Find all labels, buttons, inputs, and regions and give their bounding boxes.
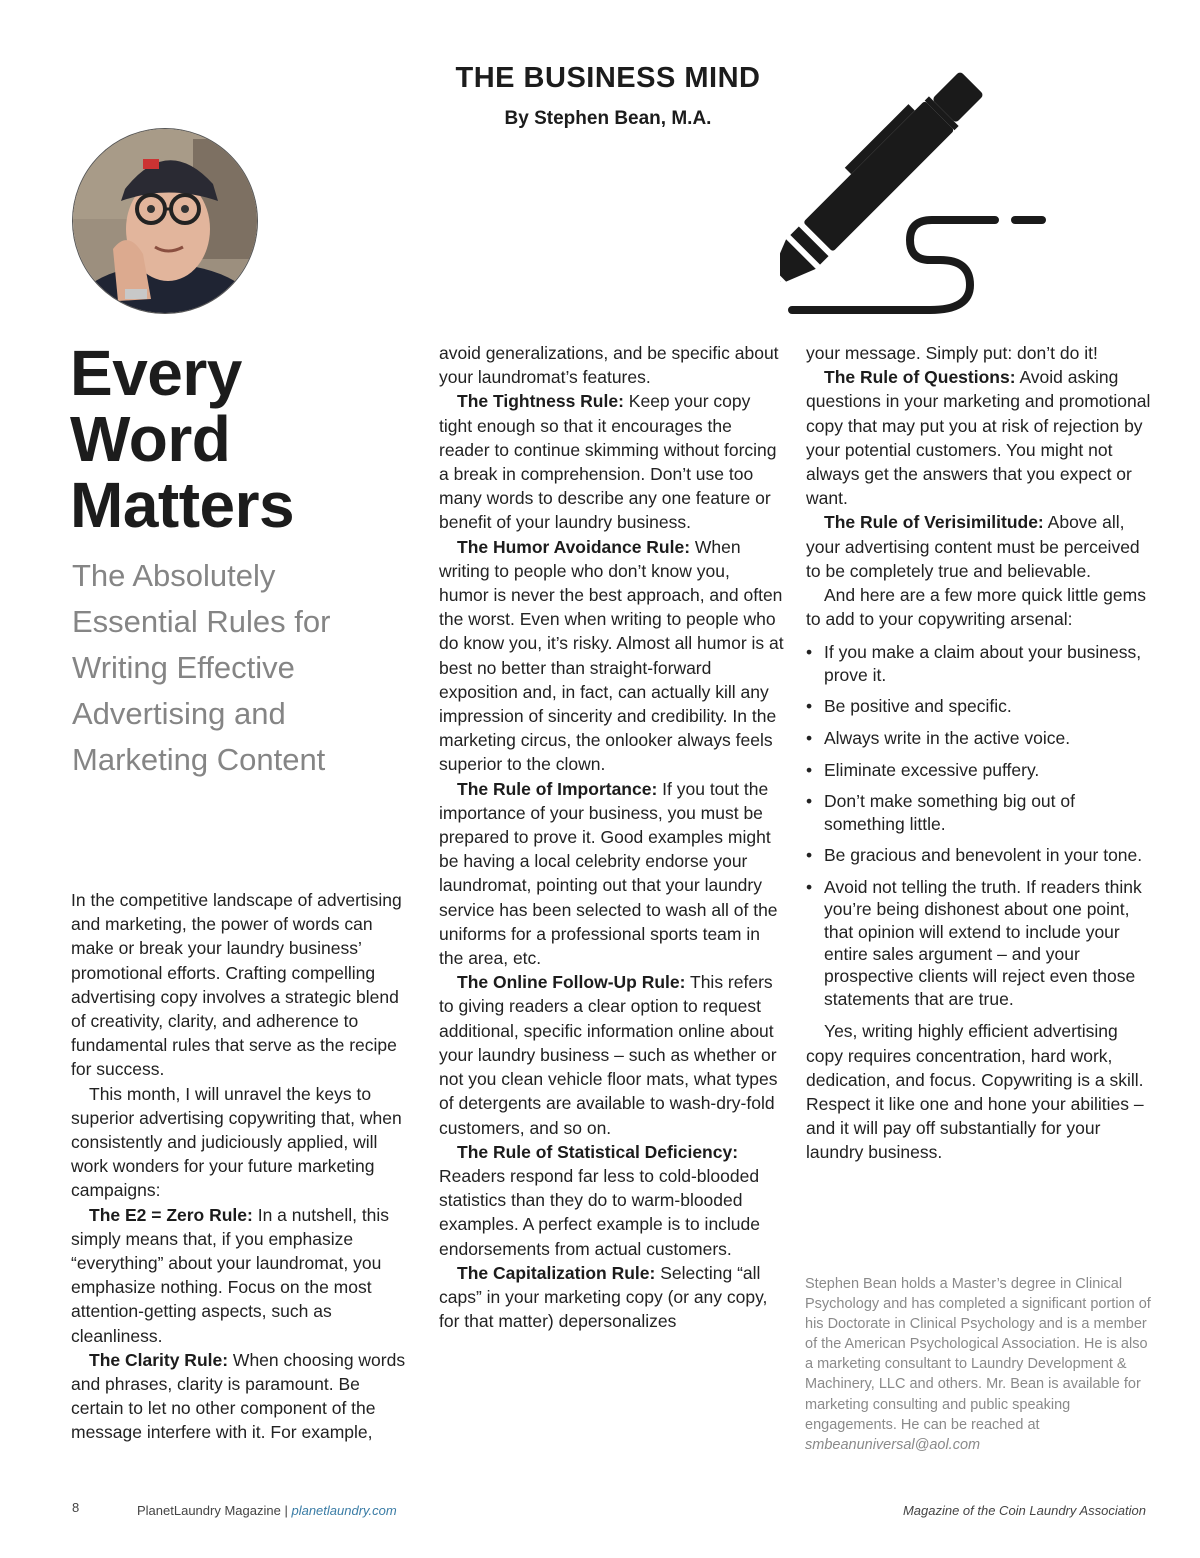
- list-item: • Be positive and specific.: [806, 695, 1151, 717]
- bio-email[interactable]: smbeanuniversal@aol.com: [805, 1436, 981, 1453]
- rule-paragraph: [439, 777, 784, 971]
- list-item: • Eliminate excessive puffery.: [806, 759, 1151, 781]
- rule-title: The Rule of Questions:: [824, 367, 1016, 388]
- rule-title: The Online Follow-Up Rule:: [457, 972, 686, 993]
- footer-url-link[interactable]: planetlaundry.com: [291, 1503, 397, 1518]
- headline-line: Every: [70, 337, 242, 409]
- byline: By Stephen Bean, M.A.: [504, 108, 712, 129]
- paragraph: This month, I will unravel the keys to superior advertising copywriting that, when consistently and judiciously applied, will work wonders for your future marketing campaigns:: [71, 1083, 402, 1201]
- body-column-3: [806, 341, 1151, 1165]
- headline-line: Matters: [70, 469, 295, 541]
- rule-text: Avoid asking questions in your marketing and promotional copy that may put you at risk of rejection by your potential customers. You might not always get the answers that you expect or want.: [806, 367, 1151, 509]
- paragraph: your message. Simply put: don’t do it!: [806, 343, 1098, 363]
- rule-paragraph: [71, 1203, 416, 1348]
- rule-paragraph: [806, 510, 1151, 583]
- rule-paragraph: [439, 389, 784, 534]
- headline-line: Word: [70, 403, 231, 475]
- rule-title: The Humor Avoidance Rule:: [457, 536, 691, 557]
- rule-title: The E2 = Zero Rule:: [89, 1204, 253, 1225]
- rule-title: The Rule of Statistical Deficiency:: [457, 1141, 739, 1162]
- rule-text: When choosing words and phrases, clarity is paramount. Be certain to let no other component of the message interfere with it. For example,: [71, 1349, 406, 1443]
- headline: [70, 337, 400, 541]
- rule-text: This refers to giving readers a clear option to request additional, specific information online about your laundry business – such as whether or not you clean vehicle floor mats, what types of detergents are available to wash-dry-fold customers, and so on.: [439, 972, 778, 1138]
- subhead-line: Advertising and: [72, 696, 286, 731]
- rule-text: When writing to people who don’t know you, humor is never the best approach, and often the worst. Even when writing to people who do know you, it’s risky. Almost all humor is at best no better than straight-forward exposition and, in fact, can actually kill any impression of sincerity and credibility. In the marketing circus, the onlooker always feels superior to the clown.: [439, 536, 784, 775]
- paragraph: avoid generalizations, and be specific about your laundromat’s features.: [439, 343, 779, 388]
- section-title: THE BUSINESS MIND: [455, 62, 761, 94]
- closing-paragraph: Yes, writing highly efficient advertising copy requires concentration, hard work, dedication, and focus. Copywriting is a skill. Respect it like one and hone your abilities – and it will pay off substantially for your laundry business.: [806, 1021, 1144, 1163]
- paragraph: In the competitive landscape of advertising and marketing, the power of words can make or break your laundry business’ promotional efforts. Crafting compelling advertising copy involves a strategic blend of creativity, clarity, and adherence to fundamental rules that serve as the recipe for success.: [71, 890, 402, 1080]
- list-item: • If you make a claim about your business, prove it.: [806, 641, 1151, 686]
- rule-title: The Tightness Rule:: [457, 391, 624, 412]
- footer-tagline: Magazine of the Coin Laundry Association: [902, 1503, 1146, 1518]
- rule-text: In a nutshell, this simply means that, if you emphasize “everything” about your laundromat, you emphasize nothing. Focus on the most attention-getting aspects, such as cleanliness.: [71, 1204, 390, 1346]
- body-column-1: [71, 888, 416, 1445]
- body-column-2: [439, 341, 784, 1333]
- paragraph: And here are a few more quick little gems to add to your copywriting arsenal:: [806, 585, 1146, 630]
- rule-text: Keep your copy tight enough so that it encourages the reader to continue skimming without forcing a break in comprehension. Don’t use too many words to describe any one feature or benefit of your laundry business.: [439, 391, 777, 533]
- rule-text: Readers respond far less to cold-blooded statistics than they do to warm-blooded examples. A perfect example is to include endorsements from actual customers.: [439, 1165, 761, 1259]
- tips-list: [806, 641, 1151, 1010]
- footer-separator: |: [284, 1503, 288, 1518]
- publication-name: PlanetLaundry Magazine: [137, 1503, 281, 1518]
- author-bio: [805, 1274, 1155, 1455]
- rule-paragraph: [71, 1348, 416, 1445]
- rule-paragraph: [439, 535, 784, 777]
- subhead-line: Marketing Content: [72, 742, 326, 777]
- subhead-line: Writing Effective: [72, 650, 295, 685]
- rule-title: The Capitalization Rule:: [457, 1262, 656, 1283]
- author-photo: [72, 128, 258, 314]
- list-item: • Always write in the active voice.: [806, 727, 1151, 749]
- rule-title: The Rule of Verisimilitude:: [824, 512, 1044, 533]
- pen-icon: [780, 55, 1070, 325]
- footer-publication: [137, 1503, 397, 1518]
- rule-title: The Clarity Rule:: [89, 1349, 229, 1370]
- subhead-line: Essential Rules for: [72, 604, 331, 639]
- page-number: 8: [72, 1500, 80, 1515]
- rule-text: If you tout the importance of your business, you must be prepared to prove it. Good examples might be having a local celebrity endorse your laundromat, pointing out that your laundry service has been selected to wash all of the uniforms for a professional sports team in the area, etc.: [439, 778, 778, 969]
- list-item: • Don’t make something big out of something little.: [806, 790, 1151, 835]
- rule-paragraph: [439, 970, 784, 1139]
- subhead-line: The Absolutely: [72, 558, 276, 593]
- rule-text: Above all, your advertising content must be perceived to be completely true and believable.: [806, 512, 1140, 581]
- rule-paragraph: [439, 1140, 784, 1261]
- list-item: • Be gracious and benevolent in your tone.: [806, 844, 1151, 866]
- rule-title: The Rule of Importance:: [457, 778, 658, 799]
- rule-text: Selecting “all caps” in your marketing copy (or any copy, for that matter) depersonalizes: [439, 1262, 768, 1332]
- bio-text: Stephen Bean holds a Master’s degree in Clinical Psychology and has completed a significant portion of his Doctorate in Clinical Psychology and is a member of the American Psychological Association. He is also a marketing consultant to Laundry Development & Machinery, LLC and others. Mr. Bean is available for marketing consulting and public speaking engagements. He can be reached at: [805, 1276, 1151, 1433]
- rule-paragraph: [806, 365, 1151, 510]
- list-item: • Avoid not telling the truth. If readers think you’re being dishonest about one point, that opinion will extend to include your entire sales argument – and your prospective clients will reject even those statements that are true.: [806, 876, 1151, 1010]
- rule-paragraph: [439, 1261, 784, 1334]
- subhead: [72, 553, 402, 783]
